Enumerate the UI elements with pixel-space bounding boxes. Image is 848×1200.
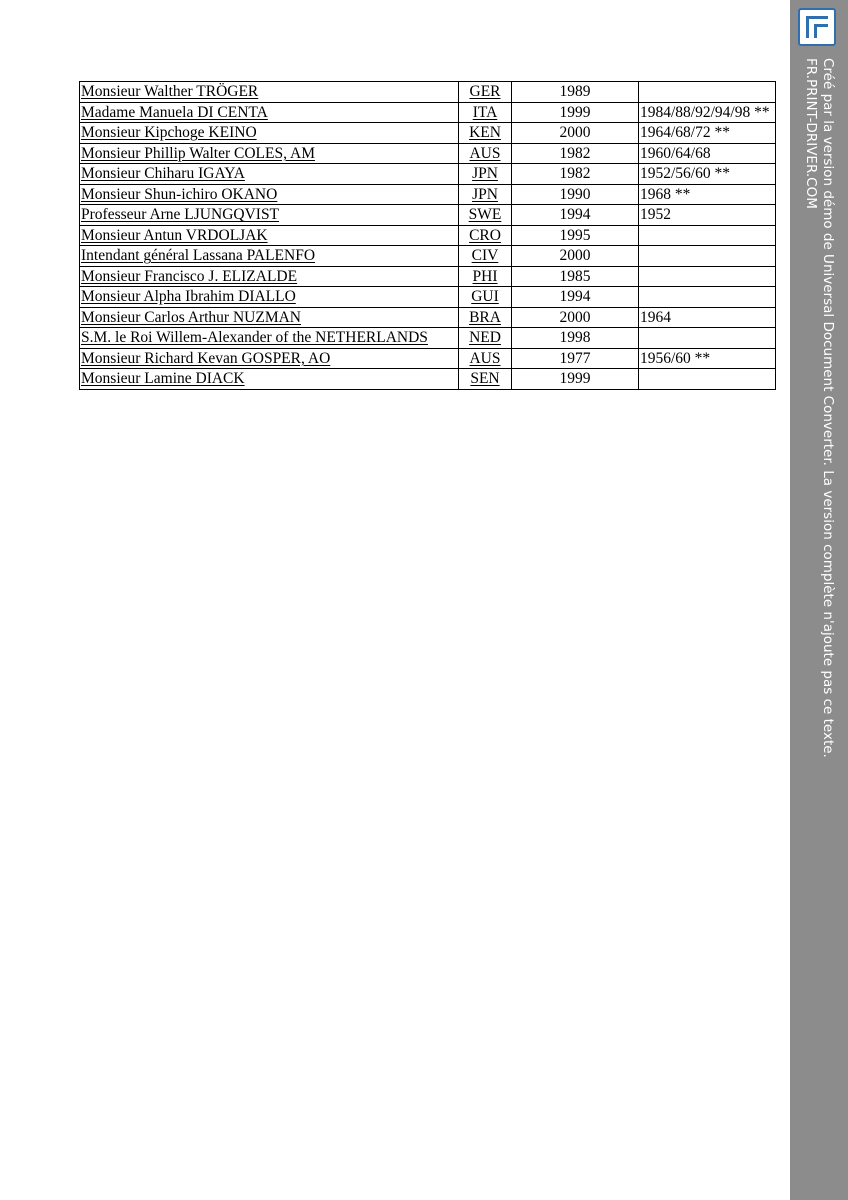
- member-country[interactable]: PHI: [472, 267, 498, 285]
- member-country[interactable]: CRO: [469, 226, 501, 244]
- watermark-text: [802, 58, 836, 758]
- member-country[interactable]: GER: [469, 83, 501, 101]
- table-row: [80, 184, 776, 205]
- member-games: 1956/60 **: [640, 349, 711, 367]
- member-games: 1960/64/68: [640, 144, 711, 162]
- member-games: 1952: [640, 206, 671, 224]
- table-row: [80, 123, 776, 144]
- member-country[interactable]: AUS: [469, 144, 501, 162]
- member-year: 1990: [559, 185, 591, 203]
- member-country[interactable]: CIV: [471, 247, 499, 265]
- member-name[interactable]: Monsieur Shun-ichiro OKANO: [81, 185, 278, 203]
- members-table: [79, 81, 776, 390]
- member-name[interactable]: Monsieur Richard Kevan GOSPER, AO: [81, 349, 331, 367]
- member-country[interactable]: SEN: [470, 370, 500, 388]
- member-year: 1982: [559, 144, 591, 162]
- member-year: 1994: [559, 288, 591, 306]
- member-year: 2000: [559, 247, 591, 265]
- table-row: [80, 102, 776, 123]
- member-country[interactable]: JPN: [472, 165, 498, 183]
- member-name[interactable]: Monsieur Walther TRÖGER: [81, 83, 259, 101]
- table-row: [80, 143, 776, 164]
- member-year: 2000: [559, 308, 591, 326]
- table-row: [80, 164, 776, 185]
- member-year: 1998: [559, 329, 591, 347]
- member-year: 1999: [559, 103, 591, 121]
- udc-logo-icon: [798, 8, 836, 46]
- member-country[interactable]: KEN: [469, 124, 501, 142]
- member-name[interactable]: Monsieur Carlos Arthur NUZMAN: [81, 308, 301, 326]
- member-name[interactable]: Intendant général Lassana PALENFO: [81, 247, 316, 265]
- watermark-line-2: FR.PRINT-DRIVER.COM: [803, 58, 819, 209]
- table-row: [80, 225, 776, 246]
- member-year: 2000: [559, 124, 591, 142]
- table-row: [80, 246, 776, 267]
- table-row: [80, 266, 776, 287]
- member-country[interactable]: AUS: [469, 349, 501, 367]
- member-country[interactable]: SWE: [468, 206, 502, 224]
- member-year: 1995: [559, 226, 591, 244]
- member-year: 1977: [559, 349, 591, 367]
- member-name[interactable]: Madame Manuela DI CENTA: [81, 103, 268, 121]
- member-country[interactable]: BRA: [469, 308, 501, 326]
- member-name[interactable]: Monsieur Lamine DIACK: [81, 370, 245, 388]
- member-games: 1968 **: [640, 185, 691, 203]
- member-games: 1984/88/92/94/98 **: [640, 103, 770, 121]
- member-name[interactable]: S.M. le Roi Willem-Alexander of the NETHERLANDS: [81, 329, 428, 347]
- member-year: 1982: [559, 165, 591, 183]
- member-name[interactable]: Monsieur Antun VRDOLJAK: [81, 226, 268, 244]
- table-row: [80, 328, 776, 349]
- member-games: 1964/68/72 **: [640, 124, 730, 142]
- table-row: [80, 307, 776, 328]
- member-country[interactable]: GUI: [471, 288, 499, 306]
- member-year: 1999: [559, 370, 591, 388]
- member-year: 1985: [559, 267, 591, 285]
- member-games: 1964: [640, 308, 671, 326]
- member-name[interactable]: Monsieur Phillip Walter COLES, AM: [81, 144, 315, 162]
- member-year: 1994: [559, 206, 591, 224]
- member-games: 1952/56/60 **: [640, 165, 730, 183]
- member-name[interactable]: Professeur Arne LJUNGQVIST: [81, 206, 280, 224]
- table-row: [80, 369, 776, 390]
- table-row: [80, 287, 776, 308]
- member-country[interactable]: JPN: [472, 185, 498, 203]
- table-row: [80, 205, 776, 226]
- member-country[interactable]: NED: [469, 329, 501, 347]
- member-name[interactable]: Monsieur Francisco J. ELIZALDE: [81, 267, 298, 285]
- member-country[interactable]: ITA: [472, 103, 498, 121]
- member-year: 1989: [559, 83, 591, 101]
- watermark-line-1: Créé par la version démo de Universal Document Converter. La version complète n'ajoute pas ce texte.: [820, 58, 836, 758]
- member-name[interactable]: Monsieur Chiharu IGAYA: [81, 165, 245, 183]
- member-name[interactable]: Monsieur Alpha Ibrahim DIALLO: [81, 288, 296, 306]
- member-name[interactable]: Monsieur Kipchoge KEINO: [81, 124, 257, 142]
- table-row: [80, 348, 776, 369]
- table-row: [80, 82, 776, 103]
